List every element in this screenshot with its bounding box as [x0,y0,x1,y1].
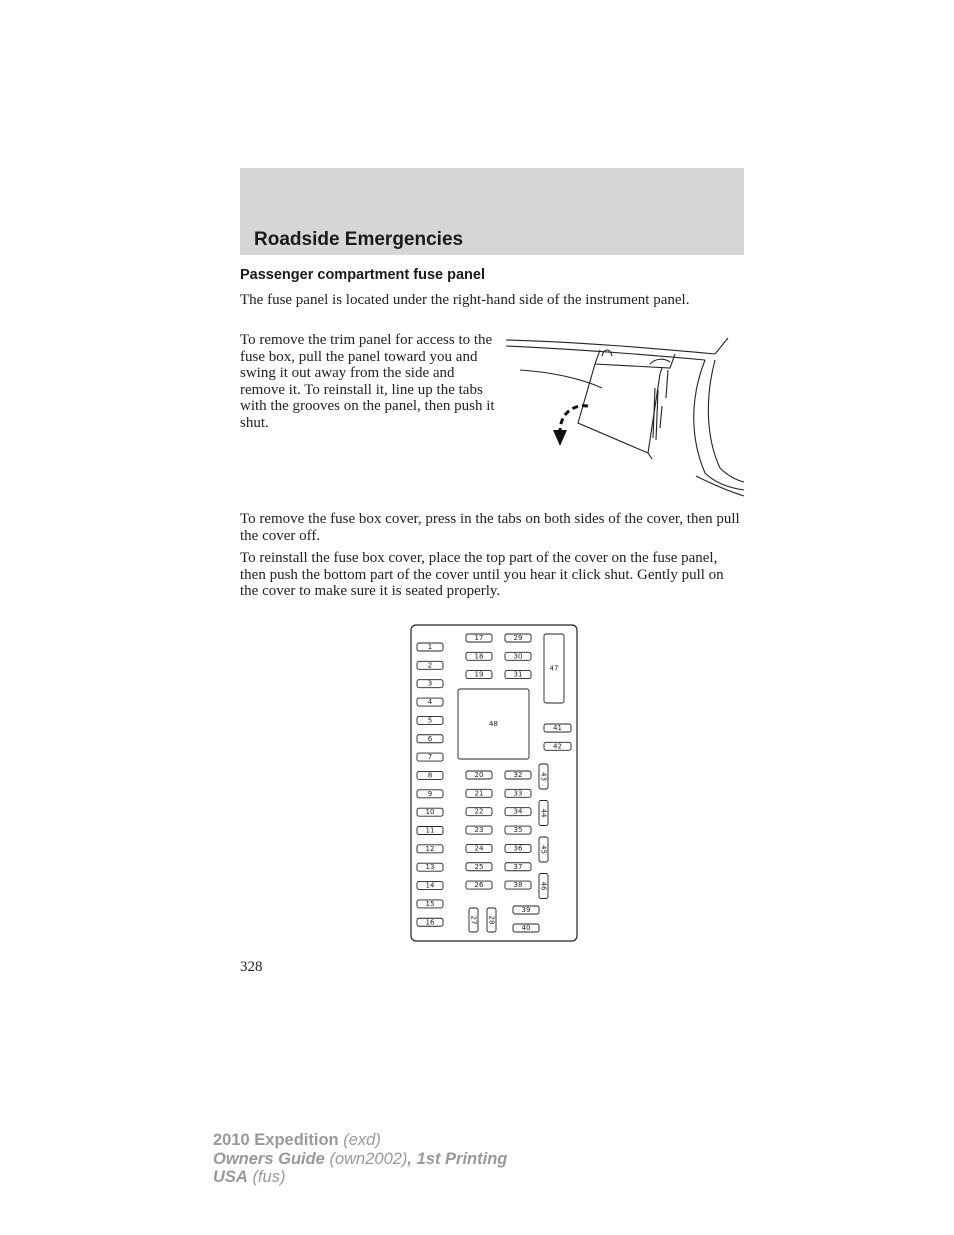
fuse-45 [539,837,548,862]
fuse-24 [466,844,492,852]
fuse-5 [417,716,443,724]
fuse-label: 40 [521,924,531,932]
fuse-label: 27 [469,915,478,925]
fuse-29 [505,634,531,642]
section-header-band [240,168,744,255]
fuse-10 [417,808,443,816]
fuse-13 [417,863,443,871]
fuse-18 [466,652,492,660]
fuse-label: 25 [474,862,484,871]
fuse-label: 20 [474,771,484,779]
fuse-34 [505,808,531,816]
fuse-label: 28 [487,915,496,925]
fuse-3 [417,680,443,688]
footer-line-1 [213,1131,507,1150]
subsection-title: Passenger compartment fuse panel [240,267,485,283]
fuse-25 [466,863,492,871]
fuse-7 [417,753,443,761]
fuse-label: 47 [549,664,559,673]
fuse-label: 7 [427,753,433,762]
fuse-41 [544,724,571,732]
fuse-23 [466,826,492,834]
fuse-label: 41 [553,724,562,732]
fuse-label: 22 [474,807,484,816]
fuse-label: 12 [425,844,435,853]
fuse-47 [544,634,564,703]
fuse-15 [417,900,443,908]
fuse-31 [505,671,531,679]
fuse-label: 21 [474,789,484,798]
fuse-label: 11 [425,826,435,835]
fuse-label: 32 [513,771,523,779]
fuse-label: 13 [425,863,435,872]
fuse-label: 5 [427,716,433,725]
footer-model-code: (exd) [343,1131,381,1149]
fuse-label: 39 [521,906,531,914]
fuse-26 [466,881,492,889]
paragraph-trim-panel: To remove the trim panel for access to the fuse box, pull the panel toward you and swing it out away from the side and remove it. To reinstall it, line up the tabs with the grooves on the panel, then push it shut. [240,332,495,431]
fuse-label: 18 [474,652,484,661]
fuse-33 [505,789,531,797]
fuse-2 [417,661,443,669]
fuse-12 [417,845,443,853]
fuse-48 [458,689,529,759]
footer-region: USA [213,1168,248,1186]
fuse-8 [417,771,443,779]
paragraph-location: The fuse panel is located under the right-hand side of the instrument panel. [240,292,690,308]
fuse-43 [539,764,548,789]
fuse-label: 34 [513,807,523,816]
fuse-1 [417,643,443,651]
footer-line-3 [213,1168,507,1187]
fuse-35 [505,826,531,834]
footer-region-code: (fus) [252,1168,286,1186]
fuse-label: 43 [539,772,548,781]
fuse-16 [417,918,443,926]
fuse-label: 9 [427,789,433,798]
footer-guide: Owners Guide [213,1149,325,1168]
footer-model: 2010 Expedition [213,1131,339,1149]
fuse-label: 33 [513,789,523,798]
fuse-label: 35 [513,826,523,835]
fuse-42 [544,742,571,750]
fuse-label: 19 [474,670,484,679]
fuse-label: 44 [539,808,548,818]
paragraph-reinstall-cover: To reinstall the fuse box cover, place the top part of the cover on the fuse panel, then push the bottom part of the cover until you hear it click shut. Gently pull on the cover to make sure it is seated properly. [240,550,724,599]
fuse-label: 14 [425,881,435,890]
fuse-label: 8 [427,771,433,780]
fuse-22 [466,808,492,816]
fuse-label: 16 [425,918,435,927]
fuse-label: 24 [474,844,484,853]
trim-panel-illustration [500,328,746,498]
fuse-36 [505,844,531,852]
fuse-label: 38 [513,881,523,890]
fuse-28 [487,908,496,932]
fuse-4 [417,698,443,706]
fuse-panel-diagram [408,622,580,944]
fuse-label: 48 [489,720,498,728]
fuse-label: 3 [427,679,433,688]
fuse-label: 2 [427,661,433,670]
fuse-label: 17 [474,634,484,642]
fuse-label: 15 [425,899,435,908]
page-number: 328 [240,959,263,975]
fuse-label: 23 [474,826,484,835]
fuse-label: 1 [427,643,433,651]
fuse-label: 30 [513,652,523,661]
fuse-label: 46 [539,881,548,891]
fuse-38 [505,881,531,889]
fuse-label: 42 [553,742,562,751]
fuse-44 [539,801,548,826]
fuse-label: 29 [513,634,523,642]
fuse-6 [417,735,443,743]
fuse-21 [466,789,492,797]
fuse-label: 26 [474,881,484,890]
fuse-30 [505,652,531,660]
footer-printing: , 1st Printing [407,1149,508,1168]
paragraph-remove-cover: To remove the fuse box cover, press in the tabs on both sides of the cover, then pull the cover off. [240,511,740,544]
document-footer [213,1131,507,1187]
fuse-label: 37 [513,862,523,871]
footer-guide-code: (own2002) [329,1149,408,1168]
footer-line-2 [213,1150,507,1169]
fuse-19 [466,671,492,679]
fuse-label: 10 [425,808,435,817]
fuse-label: 45 [539,845,548,854]
fuse-label: 4 [427,698,433,707]
fuse-37 [505,863,531,871]
fuse-11 [417,827,443,835]
fuse-46 [539,874,548,899]
fuse-39 [513,906,539,914]
fuse-label: 6 [427,734,433,743]
fuse-9 [417,790,443,798]
fuse-40 [513,924,539,932]
fuse-label: 36 [513,844,523,853]
fuse-label: 31 [513,670,523,679]
section-header-title: Roadside Emergencies [254,229,464,250]
fuse-17 [466,634,492,642]
fuse-27 [469,908,478,932]
fuse-20 [466,771,492,779]
fuse-14 [417,882,443,890]
fuse-32 [505,771,531,779]
